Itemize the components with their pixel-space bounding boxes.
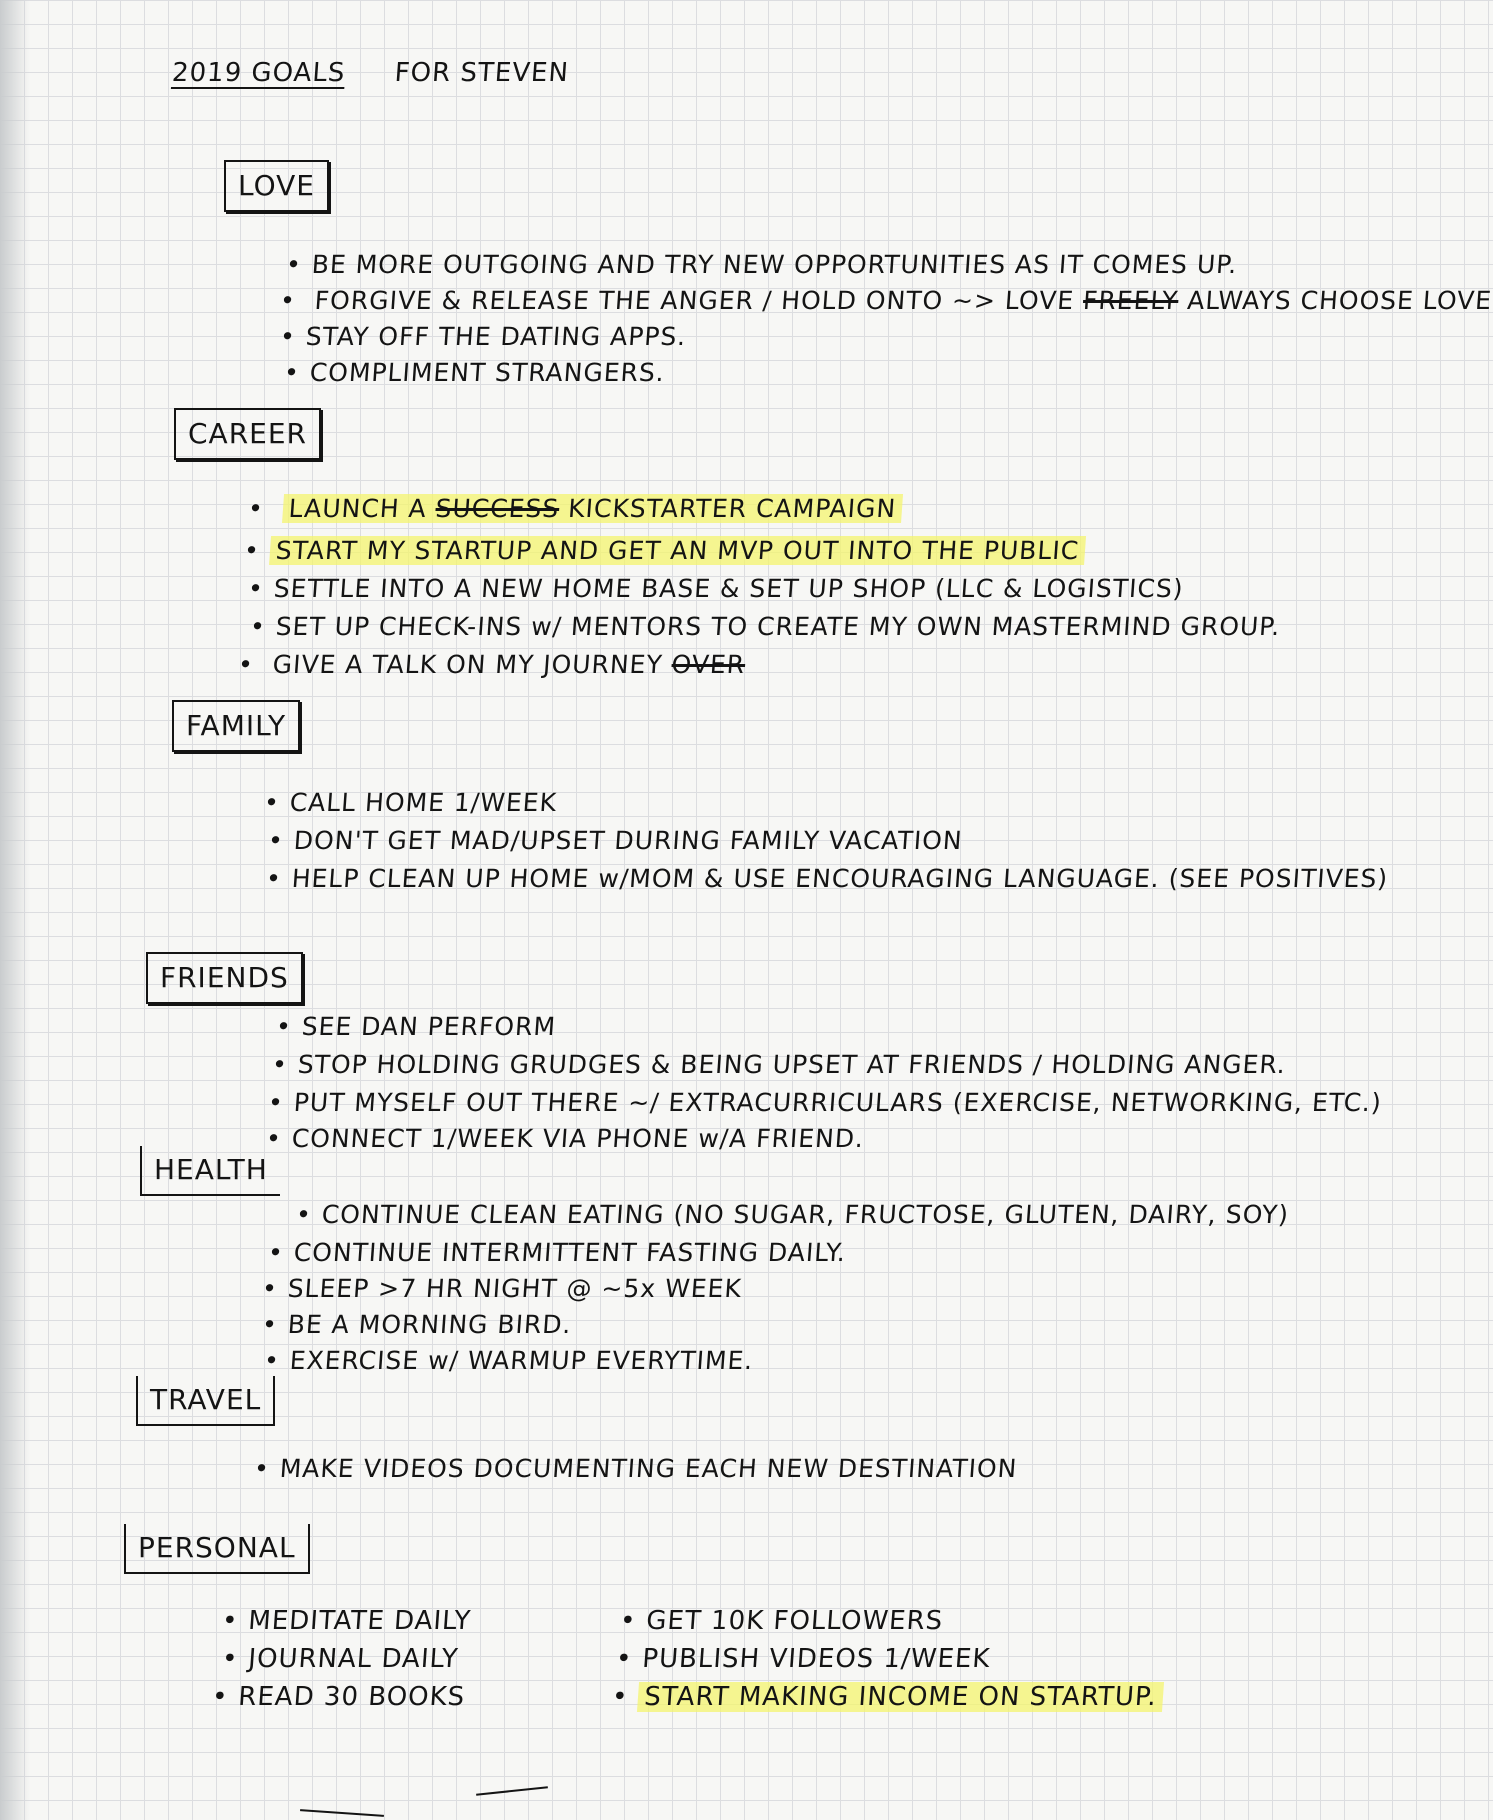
section-heading-health: HEALTH — [140, 1146, 280, 1196]
friends-item-4: • CONNECT 1/WEEK VIA PHONE w/A FRIEND. — [265, 1122, 865, 1156]
friends-item-3: • PUT MYSELF OUT THERE ~/ EXTRACURRICULARS (EXERCISE, NETWORKING, ETC.) — [267, 1086, 1383, 1120]
career-item-3: • SETTLE INTO A NEW HOME BASE & SET UP SHOP (LLC & LOGISTICS) — [247, 572, 1185, 606]
personal-item-2: • JOURNAL DAILY — [221, 1642, 460, 1676]
personal-item-5: • PUBLISH VIDEOS 1/WEEK — [615, 1642, 992, 1676]
friends-item-1: • SEE DAN PERFORM — [275, 1010, 557, 1044]
personal-item-4: • GET 10K FOLLOWERS — [619, 1604, 944, 1638]
love-item-3: • STAY OFF THE DATING APPS. — [279, 320, 688, 354]
career-item-5: • GIVE A TALK ON MY JOURNEY OVER — [237, 648, 747, 682]
pen-stroke — [476, 1786, 548, 1796]
health-item-3: • SLEEP >7 HR NIGHT @ ~5x WEEK — [261, 1272, 743, 1306]
title-sub: FOR STEVEN — [393, 58, 570, 88]
love-item-1: • BE MORE OUTGOING AND TRY NEW OPPORTUNITIES AS IT COMES UP. — [285, 248, 1239, 282]
travel-item-1: • MAKE VIDEOS DOCUMENTING EACH NEW DESTINATION — [253, 1452, 1019, 1486]
pen-stroke — [300, 1809, 384, 1817]
health-item-1: • CONTINUE CLEAN EATING (NO SUGAR, FRUCTOSE, GLUTEN, DAIRY, SOY) — [295, 1198, 1290, 1232]
family-item-3: • HELP CLEAN UP HOME w/MOM & USE ENCOURAGING LANGUAGE. (SEE POSITIVES) — [265, 862, 1389, 896]
personal-item-3: • READ 30 BOOKS — [211, 1680, 467, 1714]
title-main: 2019 GOALS — [170, 58, 347, 88]
career-item-2: • START MY STARTUP AND GET AN MVP OUT INTO THE PUBLIC — [243, 534, 1087, 568]
career-item-4: • SET UP CHECK-INS w/ MENTORS TO CREATE MY OWN MASTERMIND GROUP. — [249, 610, 1282, 644]
family-item-1: • CALL HOME 1/WEEK — [263, 786, 558, 820]
friends-item-2: • STOP HOLDING GRUDGES & BEING UPSET AT FRIENDS / HOLDING ANGER. — [271, 1048, 1287, 1082]
love-item-4: • COMPLIMENT STRANGERS. — [283, 356, 666, 390]
personal-item-1: • MEDITATE DAILY — [221, 1604, 472, 1638]
career-item-1: • LAUNCH A SUCCESS KICKSTARTER CAMPAIGN — [247, 492, 904, 526]
personal-item-6: • START MAKING INCOME ON STARTUP. — [611, 1680, 1164, 1714]
section-heading-personal: PERSONAL — [124, 1524, 310, 1574]
section-heading-family: FAMILY — [172, 700, 300, 752]
section-heading-career: CAREER — [174, 408, 321, 460]
page-title — [171, 58, 570, 88]
love-item-2: • FORGIVE & RELEASE THE ANGER / HOLD ONTO ~> LOVE FREELY ALWAYS CHOOSE LOVE — [279, 284, 1493, 318]
health-item-5: • EXERCISE w/ WARMUP EVERYTIME. — [263, 1344, 755, 1378]
page-binding-shadow — [0, 0, 30, 1820]
family-item-2: • DON'T GET MAD/UPSET DURING FAMILY VACATION — [267, 824, 964, 858]
section-heading-love: LOVE — [224, 160, 329, 212]
section-heading-friends: FRIENDS — [146, 952, 303, 1004]
health-item-4: • BE A MORNING BIRD. — [261, 1308, 573, 1342]
section-heading-travel: TRAVEL — [136, 1376, 275, 1426]
health-item-2: • CONTINUE INTERMITTENT FASTING DAILY. — [267, 1236, 847, 1270]
